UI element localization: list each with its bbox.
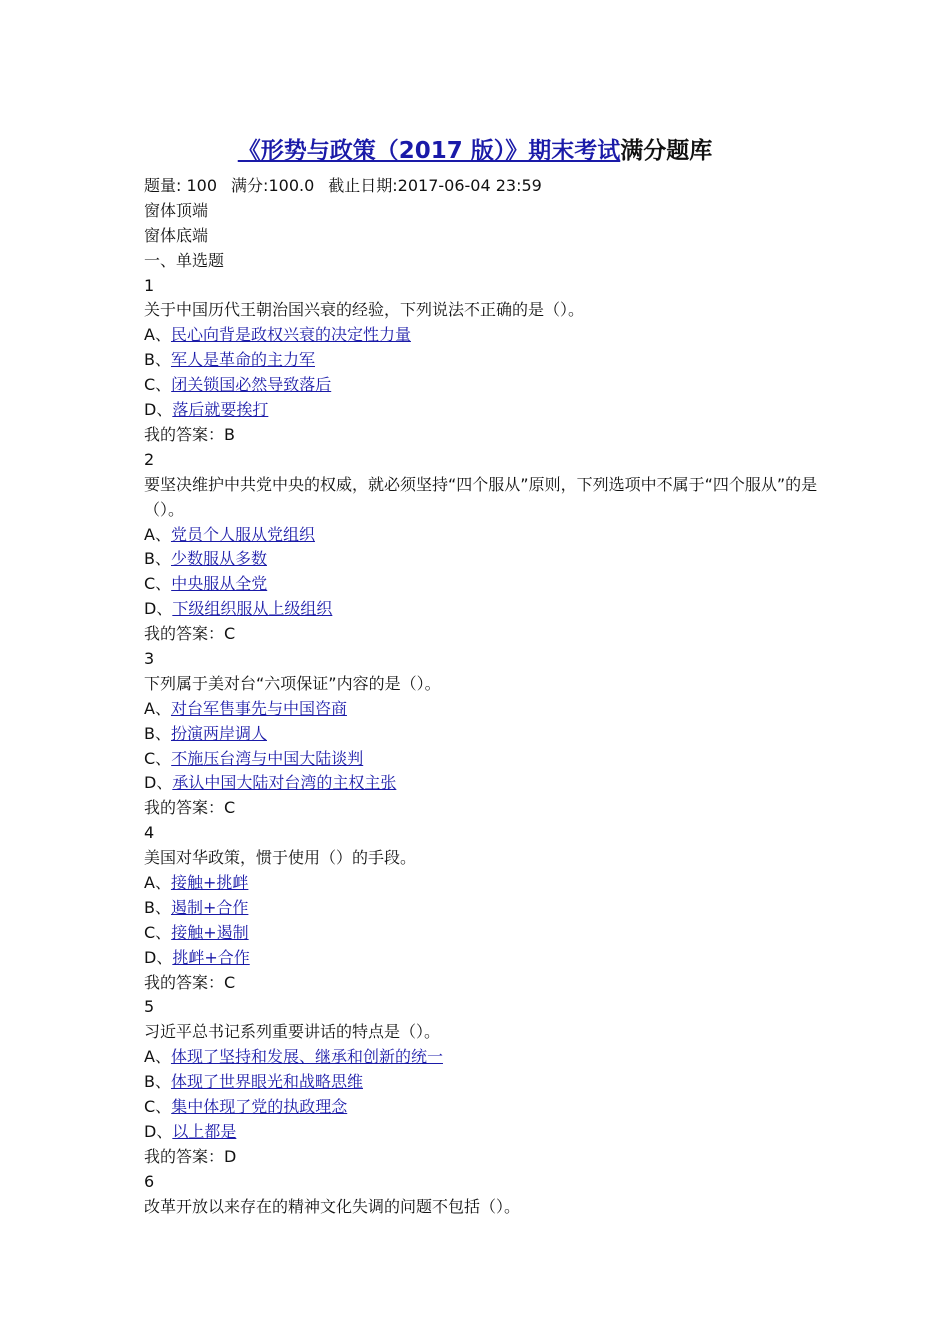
option-b: B、扮演两岸调人 bbox=[144, 723, 267, 743]
question-number: 4 bbox=[144, 823, 155, 843]
option-b-link[interactable]: 军人是革命的主力军 bbox=[170, 350, 315, 370]
question-number: 1 bbox=[144, 275, 155, 295]
deadline-value: 2017-06-04 23:59 bbox=[397, 176, 542, 195]
form-top-marker: 窗体顶端 bbox=[144, 200, 209, 220]
title-link[interactable]: 《形势与政策（2017 版）》期末考试 bbox=[237, 138, 621, 164]
deadline-label: 截止日期: bbox=[328, 176, 398, 195]
question-number: 2 bbox=[144, 449, 155, 469]
question-1 bbox=[144, 274, 824, 448]
option-b-link[interactable]: 体现了世界眼光和战略思维 bbox=[170, 1072, 363, 1092]
option-d-link[interactable]: 以上都是 bbox=[172, 1121, 237, 1141]
question-text: 下列属于美对台“六项保证”内容的是（）。 bbox=[144, 673, 441, 693]
question-number: 5 bbox=[144, 997, 155, 1017]
option-b: B、少数服从多数 bbox=[144, 549, 267, 569]
title-suffix: 满分题库 bbox=[620, 138, 713, 164]
option-a-link[interactable]: 接触+挑衅 bbox=[170, 872, 249, 892]
option-b-link[interactable]: 遏制+合作 bbox=[170, 897, 249, 917]
count-value: 100 bbox=[186, 176, 218, 195]
option-d: D、落后就要挨打 bbox=[144, 400, 269, 420]
my-answer: 我的答案：C bbox=[144, 798, 236, 818]
option-d-link[interactable]: 落后就要挨打 bbox=[172, 400, 269, 420]
count-label: 题量: bbox=[144, 176, 182, 195]
question-6 bbox=[144, 1170, 824, 1220]
section-title: 一、单选题 bbox=[144, 250, 225, 270]
option-d-link[interactable]: 挑衅+合作 bbox=[172, 947, 250, 967]
option-b: B、体现了世界眼光和战略思维 bbox=[144, 1072, 363, 1092]
option-a: A、党员个人服从党组织 bbox=[144, 524, 315, 544]
option-c: C、集中体现了党的执政理念 bbox=[144, 1096, 348, 1116]
my-answer: 我的答案：C bbox=[144, 972, 236, 992]
option-c: C、中央服从全党 bbox=[144, 574, 268, 594]
question-text: 要坚决维护中共党中央的权威，就必须坚持“四个服从”原则，下列选项中不属于“四个服从”的是（）。 bbox=[144, 474, 818, 519]
exam-meta bbox=[144, 174, 824, 199]
option-b: B、遏制+合作 bbox=[144, 897, 249, 917]
option-a-link[interactable]: 民心向背是政权兴衰的决定性力量 bbox=[170, 325, 411, 345]
question-text: 美国对华政策，惯于使用（）的手段。 bbox=[144, 848, 417, 868]
form-bottom-marker: 窗体底端 bbox=[144, 225, 209, 245]
question-3 bbox=[144, 647, 824, 821]
option-a: A、接触+挑衅 bbox=[144, 872, 249, 892]
option-d: D、挑衅+合作 bbox=[144, 947, 250, 967]
option-b: B、军人是革命的主力军 bbox=[144, 350, 315, 370]
option-a-link[interactable]: 体现了坚持和发展、继承和创新的统一 bbox=[170, 1047, 443, 1067]
option-c-link[interactable]: 中央服从全党 bbox=[171, 574, 268, 594]
option-d: D、下级组织服从上级组织 bbox=[144, 599, 333, 619]
option-c-link[interactable]: 集中体现了党的执政理念 bbox=[171, 1096, 348, 1116]
my-answer: 我的答案：B bbox=[144, 424, 235, 444]
option-b-link[interactable]: 少数服从多数 bbox=[170, 549, 267, 569]
option-c-link[interactable]: 闭关锁国必然导致落后 bbox=[171, 375, 332, 395]
my-answer: 我的答案：D bbox=[144, 1146, 237, 1166]
option-d: D、以上都是 bbox=[144, 1121, 237, 1141]
question-text: 关于中国历代王朝治国兴衰的经验，下列说法不正确的是（）。 bbox=[144, 300, 585, 320]
option-c: C、接触+遏制 bbox=[144, 922, 249, 942]
question-number: 3 bbox=[144, 648, 155, 668]
score-label: 满分: bbox=[231, 176, 269, 195]
option-d-link[interactable]: 下级组织服从上级组织 bbox=[172, 599, 333, 619]
option-a: A、体现了坚持和发展、继承和创新的统一 bbox=[144, 1047, 443, 1067]
question-2 bbox=[144, 448, 824, 647]
question-5 bbox=[144, 995, 824, 1169]
score-value: 100.0 bbox=[268, 176, 315, 195]
option-a-link[interactable]: 党员个人服从党组织 bbox=[170, 524, 315, 544]
option-a: A、民心向背是政权兴衰的决定性力量 bbox=[144, 325, 411, 345]
option-a: A、对台军售事先与中国咨商 bbox=[144, 698, 347, 718]
question-number: 6 bbox=[144, 1171, 155, 1191]
option-d: D、承认中国大陆对台湾的主权主张 bbox=[144, 773, 397, 793]
page-title bbox=[144, 133, 806, 169]
my-answer: 我的答案：C bbox=[144, 624, 236, 644]
option-c-link[interactable]: 接触+遏制 bbox=[171, 922, 249, 942]
option-d-link[interactable]: 承认中国大陆对台湾的主权主张 bbox=[172, 773, 397, 793]
option-c: C、不施压台湾与中国大陆谈判 bbox=[144, 748, 364, 768]
question-4 bbox=[144, 821, 824, 995]
option-a-link[interactable]: 对台军售事先与中国咨商 bbox=[170, 698, 347, 718]
option-c: C、闭关锁国必然导致落后 bbox=[144, 375, 332, 395]
document-content bbox=[144, 174, 824, 1219]
question-text: 习近平总书记系列重要讲话的特点是（）。 bbox=[144, 1022, 441, 1042]
option-c-link[interactable]: 不施压台湾与中国大陆谈判 bbox=[171, 748, 364, 768]
question-text: 改革开放以来存在的精神文化失调的问题不包括（）。 bbox=[144, 1196, 521, 1216]
option-b-link[interactable]: 扮演两岸调人 bbox=[170, 723, 267, 743]
